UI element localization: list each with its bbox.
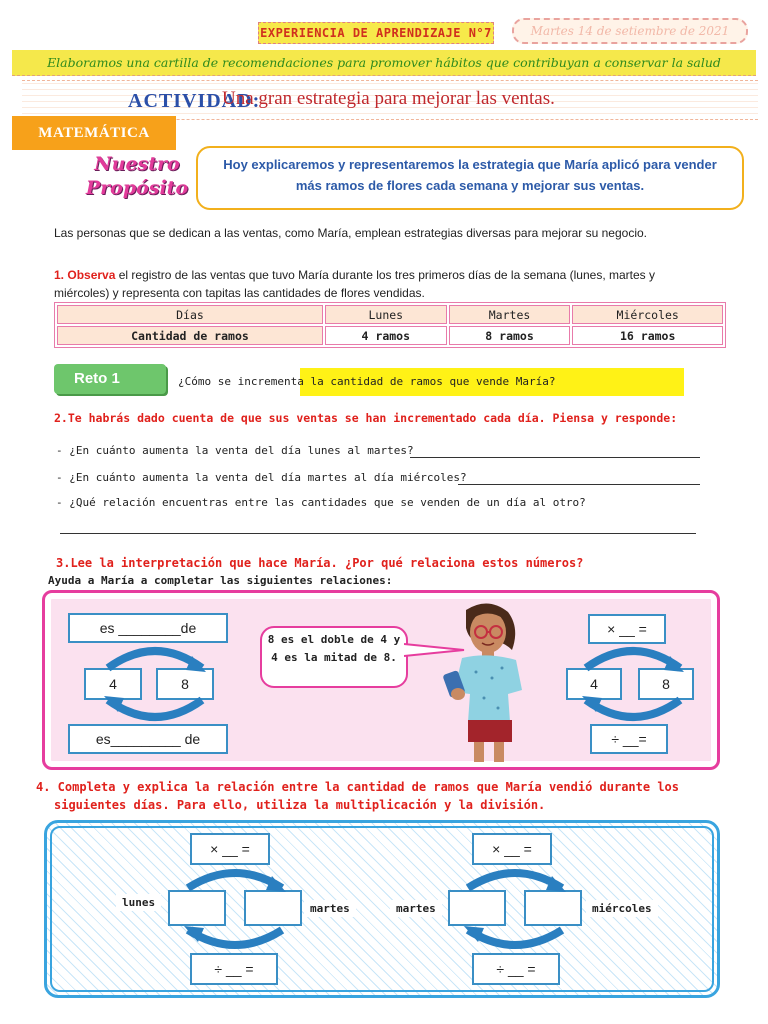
- table-header-cell: Lunes: [325, 305, 447, 324]
- curved-arrow-icon: [460, 924, 570, 956]
- answer-box[interactable]: [168, 890, 226, 926]
- area-badge: MATEMÁTICA: [12, 116, 176, 150]
- day-label-lunes: lunes: [116, 894, 161, 911]
- multiply-input[interactable]: × __ =: [190, 833, 270, 865]
- number-box: 4: [84, 668, 142, 700]
- question-2-item: [56, 444, 414, 457]
- table-cell: 8 ramos: [449, 326, 571, 345]
- question-4-title: [36, 778, 726, 814]
- answer-box[interactable]: [244, 890, 302, 926]
- curved-arrow-icon: [578, 694, 688, 728]
- answer-line[interactable]: [60, 533, 696, 534]
- purpose-title-line1: Nuestro: [94, 153, 180, 175]
- relation-input-bottom[interactable]: es_________ de: [68, 724, 228, 754]
- question-2-item-text: - ¿Qué relación encuentras entre las cantidades que se venden de un día al otro?: [56, 496, 586, 509]
- table-cell: 16 ramos: [572, 326, 723, 345]
- curved-arrow-icon: [180, 924, 290, 956]
- table-header-cell: Miércoles: [572, 305, 723, 324]
- multiply-input[interactable]: × __ =: [588, 614, 666, 644]
- curved-arrow-icon: [578, 640, 688, 674]
- activity-label: ACTIVIDAD:: [128, 90, 261, 112]
- question-2-item-text: - ¿En cuánto aumenta la venta del día martes al día miércoles?: [56, 471, 467, 484]
- maria-illustration: [436, 598, 532, 764]
- question-1: [54, 266, 704, 302]
- sales-table: [54, 302, 726, 348]
- day-label-martes: martes: [390, 900, 442, 917]
- answer-box[interactable]: [448, 890, 506, 926]
- table-cell: 4 ramos: [325, 326, 447, 345]
- answer-box[interactable]: [524, 890, 582, 926]
- purpose-title-line2: Propósito: [85, 177, 189, 199]
- question-1-verb: Observa: [67, 268, 116, 282]
- activity-title: Una gran estrategia para mejorar las ventas.: [222, 88, 555, 109]
- question-2-item: [56, 496, 586, 509]
- table-cell: Cantidad de ramos: [57, 326, 323, 345]
- question-2-item-text: - ¿En cuánto aumenta la venta del día lunes al martes?: [56, 444, 414, 457]
- multiply-input[interactable]: × __ =: [472, 833, 552, 865]
- maria-speech-bubble: 8 es el doble de 4 y 4 es la mitad de 8.: [260, 626, 408, 688]
- experience-banner: EXPERIENCIA DE APRENDIZAJE N°7: [258, 22, 494, 44]
- question-1-number: 1.: [54, 268, 65, 282]
- table-row: [57, 326, 723, 345]
- number-box: 4: [566, 668, 622, 700]
- day-label-miercoles: miércoles: [586, 900, 658, 917]
- intro-paragraph: Las personas que se dedican a las ventas, como María, emplean estrategias diversas para mejorar su negocio.: [54, 226, 647, 240]
- curved-arrow-icon: [460, 862, 570, 894]
- reto-question: ¿Cómo se incrementa la cantidad de ramos que vende María?: [178, 375, 556, 388]
- number-box: 8: [638, 668, 694, 700]
- purpose-box: Hoy explicaremos y representaremos la estrategia que María aplicó para vender más ramos de flores cada semana y mejorar sus ventas.: [196, 146, 744, 210]
- divide-input[interactable]: ÷ __=: [590, 724, 668, 754]
- question-4-line1: 4. Completa y explica la relación entre la cantidad de ramos que María vendió durante los: [36, 780, 679, 794]
- divide-input[interactable]: ÷ __ =: [190, 953, 278, 985]
- answer-line[interactable]: [458, 484, 700, 485]
- number-box: 8: [156, 668, 214, 700]
- curved-arrow-icon: [100, 640, 210, 674]
- question-3-title: 3.Lee la interpretación que hace María. ¿Por qué relaciona estos números?: [56, 556, 584, 570]
- purpose-title: [82, 152, 192, 200]
- divide-input[interactable]: ÷ __ =: [472, 953, 560, 985]
- table-header-cell: Días: [57, 305, 323, 324]
- table-header-cell: Martes: [449, 305, 571, 324]
- day-label-martes: martes: [304, 900, 356, 917]
- question-3-subtitle: Ayuda a María a completar las siguientes relaciones:: [48, 574, 393, 587]
- date-box: Martes 14 de setiembre de 2021: [512, 18, 748, 44]
- table-header-row: [57, 305, 723, 324]
- question-2-title: 2.Te habrás dado cuenta de que sus ventas se han incrementado cada día. Piensa y responde:: [54, 411, 678, 425]
- answer-line[interactable]: [410, 457, 700, 458]
- question-1-text: el registro de las ventas que tuvo María durante los tres primeros días de la semana (lunes, martes y miércoles) y representa con tapitas las cantidades de flores vendidas.: [54, 268, 655, 300]
- relation-input-top[interactable]: es ________de: [68, 613, 228, 643]
- reto-label: Reto 1: [54, 364, 166, 394]
- curved-arrow-icon: [180, 862, 290, 894]
- experience-subtitle: Elaboramos una cartilla de recomendaciones para promover hábitos que contribuyan a conservar la salud: [12, 50, 756, 76]
- curved-arrow-icon: [100, 694, 210, 728]
- question-2-item: [56, 471, 467, 484]
- question-4-line2: siguientes días. Para ello, utiliza la multiplicación y la división.: [54, 798, 546, 812]
